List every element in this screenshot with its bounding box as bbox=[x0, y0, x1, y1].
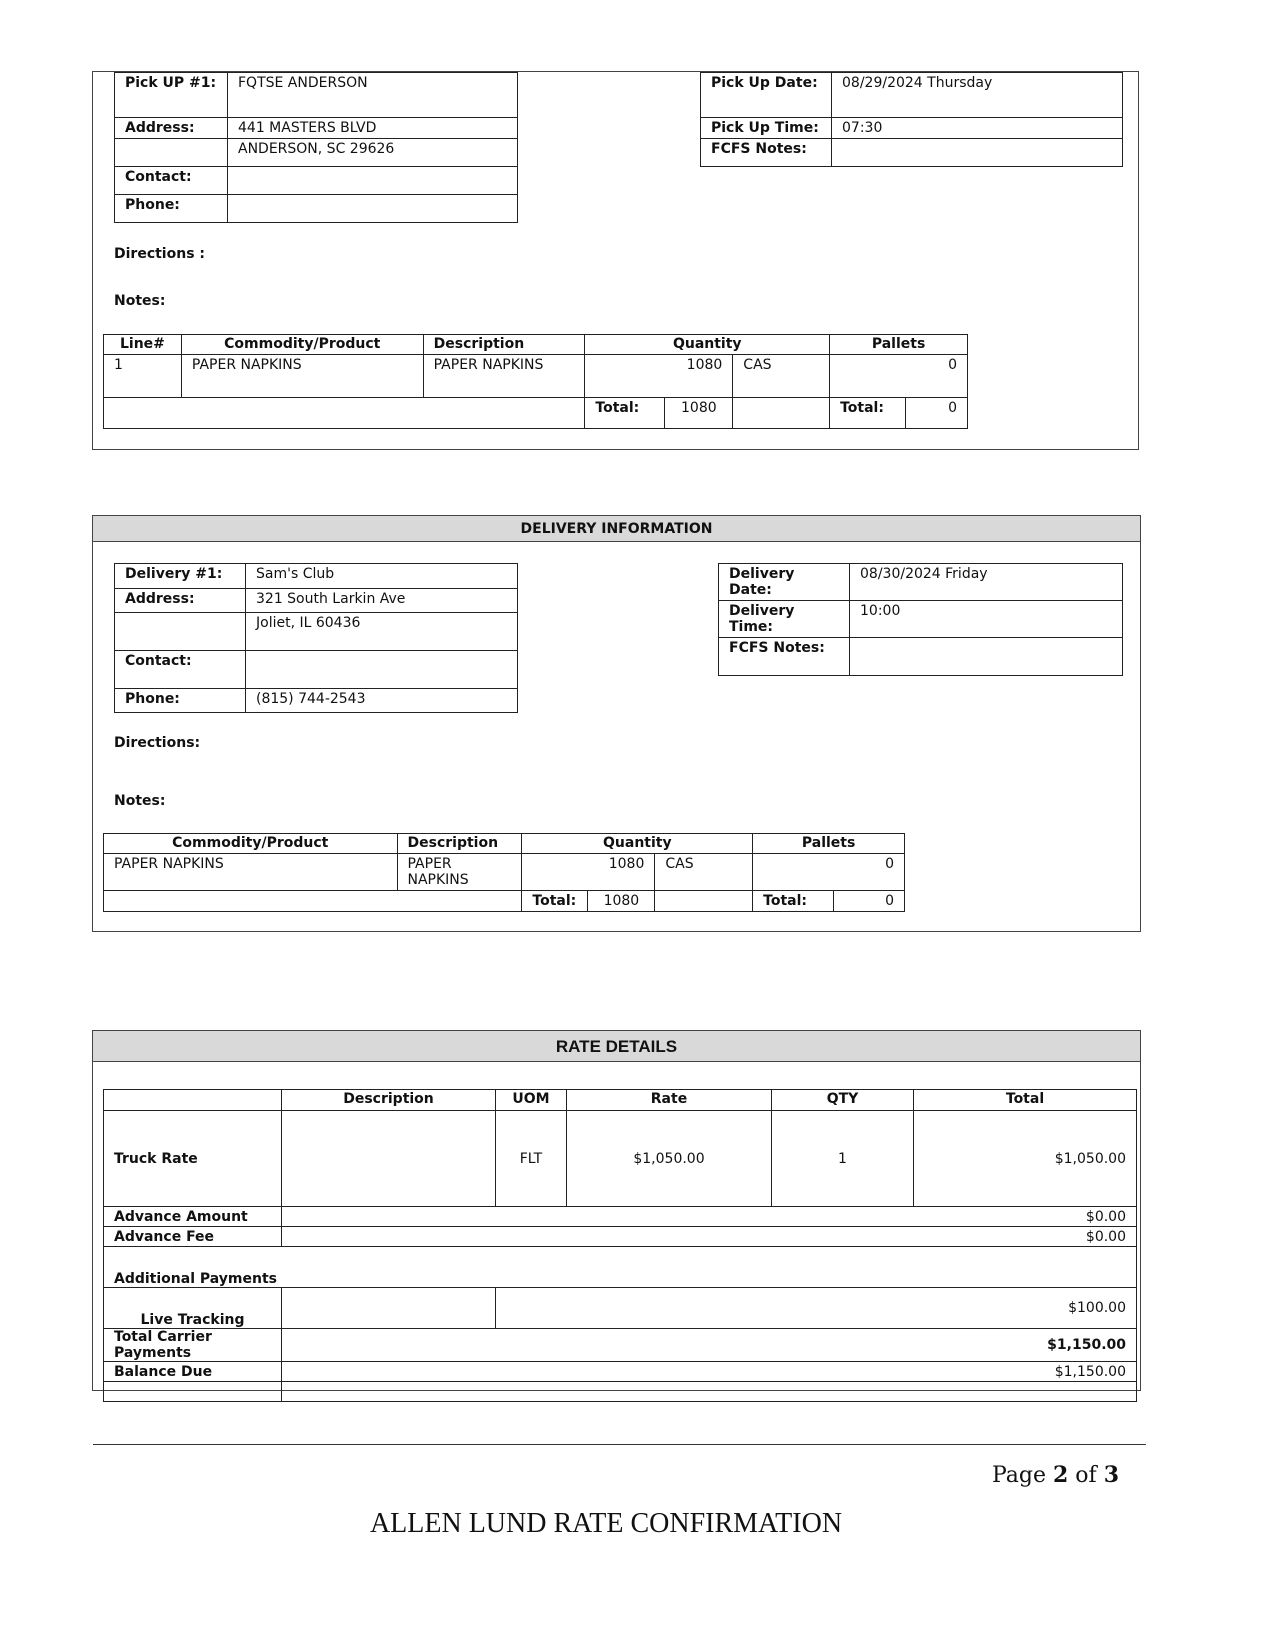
balance-due-value: $1,150.00 bbox=[282, 1362, 1137, 1382]
col-total: Total bbox=[914, 1090, 1137, 1111]
col-description: Description bbox=[282, 1090, 496, 1111]
pickup-fcfs-value bbox=[832, 139, 1123, 167]
pickup-num-label: Pick UP #1: bbox=[115, 73, 228, 118]
pickup-directions-label: Directions : bbox=[114, 246, 205, 262]
advance-amount-label: Advance Amount bbox=[104, 1207, 282, 1227]
pallets-total-label: Total: bbox=[830, 398, 906, 429]
rate-table bbox=[103, 1089, 1137, 1402]
truck-rate-uom: FLT bbox=[496, 1111, 567, 1207]
pallets-total-value: 0 bbox=[834, 891, 905, 912]
description-value: PAPER NAPKINS bbox=[397, 854, 522, 891]
pickup-fcfs-label: FCFS Notes: bbox=[701, 139, 832, 167]
pickup-time-value: 07:30 bbox=[832, 118, 1123, 139]
delivery-time-label: Delivery Time: bbox=[719, 601, 850, 638]
col-description: Description bbox=[397, 834, 522, 854]
delivery-info-table bbox=[114, 563, 518, 713]
balance-due-label: Balance Due bbox=[104, 1362, 282, 1382]
pickup-address-line2: ANDERSON, SC 29626 bbox=[228, 139, 518, 167]
additional-payments-label: Additional Payments bbox=[104, 1247, 1137, 1288]
quantity-value: 1080 bbox=[585, 355, 733, 398]
page-total: 3 bbox=[1103, 1462, 1119, 1488]
pickup-date-label: Pick Up Date: bbox=[701, 73, 832, 118]
delivery-directions-label: Directions: bbox=[114, 735, 201, 751]
advance-fee-value: $0.00 bbox=[282, 1227, 1137, 1247]
pallets-total-label: Total: bbox=[753, 891, 834, 912]
delivery-date-value: 08/30/2024 Friday bbox=[850, 564, 1123, 601]
pallets-total-value: 0 bbox=[906, 398, 968, 429]
pallets-value: 0 bbox=[830, 355, 968, 398]
delivery-section-title: DELIVERY INFORMATION bbox=[93, 516, 1140, 542]
delivery-address-line1: 321 South Larkin Ave bbox=[246, 589, 518, 613]
line-number: 1 bbox=[104, 355, 182, 398]
delivery-phone-value: (815) 744-2543 bbox=[246, 689, 518, 713]
col-commodity: Commodity/Product bbox=[104, 834, 398, 854]
advance-amount-value: $0.00 bbox=[282, 1207, 1137, 1227]
pickup-notes-label: Notes: bbox=[114, 293, 166, 309]
qty-total-value: 1080 bbox=[665, 398, 733, 429]
delivery-notes-label: Notes: bbox=[114, 793, 166, 809]
pickup-date-table bbox=[700, 72, 1123, 167]
quantity-value: 1080 bbox=[522, 854, 655, 891]
live-tracking-value: $100.00 bbox=[496, 1288, 1137, 1329]
truck-rate-description bbox=[282, 1111, 496, 1207]
col-rate: Rate bbox=[567, 1090, 772, 1111]
delivery-phone-label: Phone: bbox=[115, 689, 246, 713]
live-tracking-label: Live Tracking bbox=[104, 1288, 282, 1329]
col-quantity: Quantity bbox=[585, 335, 830, 355]
rate-section-title: RATE DETAILS bbox=[93, 1031, 1140, 1062]
col-uom: UOM bbox=[496, 1090, 567, 1111]
page-of: of bbox=[1068, 1463, 1104, 1488]
pickup-phone-value bbox=[228, 195, 518, 223]
total-carrier-payments-value: $1,150.00 bbox=[282, 1329, 1137, 1362]
pickup-name: FQTSE ANDERSON bbox=[228, 73, 518, 118]
truck-rate-qty: 1 bbox=[772, 1111, 914, 1207]
delivery-contact-label: Contact: bbox=[115, 651, 246, 689]
page-number bbox=[992, 1462, 1119, 1488]
pickup-time-label: Pick Up Time: bbox=[701, 118, 832, 139]
description-value: PAPER NAPKINS bbox=[423, 355, 585, 398]
pickup-address-label: Address: bbox=[115, 118, 228, 139]
truck-rate-label: Truck Rate bbox=[104, 1111, 282, 1207]
pickup-phone-label: Phone: bbox=[115, 195, 228, 223]
delivery-address-label: Address: bbox=[115, 589, 246, 613]
qty-total-value: 1080 bbox=[588, 891, 655, 912]
delivery-contact-value bbox=[246, 651, 518, 689]
pallets-value: 0 bbox=[753, 854, 905, 891]
delivery-fcfs-label: FCFS Notes: bbox=[719, 638, 850, 676]
delivery-fcfs-value bbox=[850, 638, 1123, 676]
pickup-address-line1: 441 MASTERS BLVD bbox=[228, 118, 518, 139]
table-row bbox=[104, 1111, 1137, 1207]
col-commodity: Commodity/Product bbox=[181, 335, 423, 355]
col-qty: QTY bbox=[772, 1090, 914, 1111]
delivery-num-label: Delivery #1: bbox=[115, 564, 246, 589]
delivery-commodity-table bbox=[103, 833, 905, 912]
footer-divider bbox=[93, 1444, 1146, 1445]
page-current: 2 bbox=[1053, 1462, 1069, 1488]
total-carrier-payments-label: Total Carrier Payments bbox=[104, 1329, 282, 1362]
pickup-contact-value bbox=[228, 167, 518, 195]
quantity-unit: CAS bbox=[655, 854, 753, 891]
col-quantity: Quantity bbox=[522, 834, 753, 854]
qty-total-label: Total: bbox=[522, 891, 588, 912]
delivery-date-table bbox=[718, 563, 1123, 676]
pickup-commodity-table bbox=[103, 334, 968, 429]
delivery-time-value: 10:00 bbox=[850, 601, 1123, 638]
commodity-value: PAPER NAPKINS bbox=[104, 854, 398, 891]
truck-rate-rate: $1,050.00 bbox=[567, 1111, 772, 1207]
col-pallets: Pallets bbox=[753, 834, 905, 854]
col-pallets: Pallets bbox=[830, 335, 968, 355]
col-description: Description bbox=[423, 335, 585, 355]
qty-total-label: Total: bbox=[585, 398, 665, 429]
pickup-info-table bbox=[114, 72, 518, 223]
commodity-value: PAPER NAPKINS bbox=[181, 355, 423, 398]
delivery-address-line2: Joliet, IL 60436 bbox=[246, 613, 518, 651]
advance-fee-label: Advance Fee bbox=[104, 1227, 282, 1247]
document-title: ALLEN LUND RATE CONFIRMATION bbox=[369, 1508, 843, 1539]
quantity-unit: CAS bbox=[733, 355, 830, 398]
pickup-contact-label: Contact: bbox=[115, 167, 228, 195]
col-line: Line# bbox=[104, 335, 182, 355]
delivery-name: Sam's Club bbox=[246, 564, 518, 589]
table-row bbox=[104, 355, 968, 398]
table-row bbox=[104, 854, 905, 891]
truck-rate-total: $1,050.00 bbox=[914, 1111, 1137, 1207]
delivery-date-label: Delivery Date: bbox=[719, 564, 850, 601]
pickup-date-value: 08/29/2024 Thursday bbox=[832, 73, 1123, 118]
page-prefix: Page bbox=[991, 1463, 1053, 1488]
